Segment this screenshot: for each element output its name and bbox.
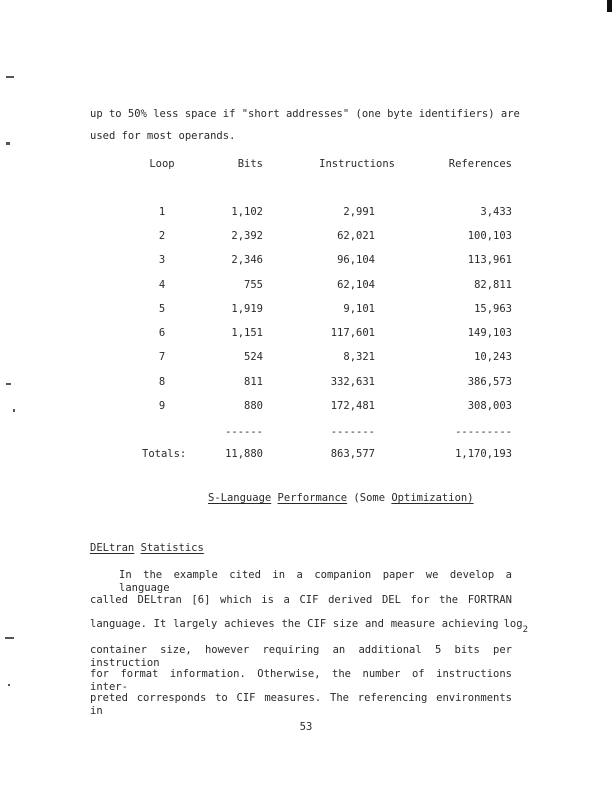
scan-speck	[5, 637, 14, 639]
total-bits: 11,880	[225, 448, 263, 460]
loop-cell: 9	[158, 400, 166, 412]
bits-cell: 524	[244, 351, 263, 363]
references-cell: 15,963	[474, 303, 512, 315]
instructions-cell: 62,104	[337, 279, 375, 291]
header-loop: Loop	[149, 158, 175, 170]
scan-speck	[13, 409, 15, 412]
section-heading	[90, 542, 204, 555]
scan-edge-mark	[607, 0, 612, 12]
total-instructions: 863,577	[330, 448, 375, 460]
instructions-cell: 117,601	[330, 327, 375, 339]
heading-word: DELtran	[90, 542, 135, 554]
loop-cell: 4	[158, 279, 166, 291]
bits-cell: 1,102	[231, 206, 263, 218]
heading-word: Statistics	[140, 542, 204, 554]
caption-word: Performance	[277, 492, 348, 504]
references-cell: 3,433	[480, 206, 512, 218]
references-cell: 113,961	[467, 254, 512, 266]
log-subscript: 2	[522, 625, 528, 636]
loop-cell: 6	[158, 327, 166, 339]
scan-speck	[6, 76, 14, 78]
scan-speck	[6, 383, 11, 385]
instructions-cell: 2,991	[343, 206, 375, 218]
instructions-cell: 332,631	[330, 376, 375, 388]
bits-cell: 811	[244, 376, 263, 388]
paragraph-line-1: In the example cited in a companion paper we develop a language	[119, 569, 512, 594]
references-cell: 82,811	[474, 279, 512, 291]
paragraph-line-2: called DELtran [6] which is a CIF derived DEL for the FORTRAN	[90, 594, 512, 606]
totals-label: Totals:	[142, 448, 187, 460]
loop-cell: 7	[158, 351, 166, 363]
intro-line-2: used for most operands.	[90, 130, 236, 142]
separator-references: ---------	[455, 426, 512, 438]
references-cell: 100,103	[467, 230, 512, 242]
table-caption	[208, 492, 474, 505]
references-cell: 149,103	[467, 327, 512, 339]
paragraph-line-4: container size, however requiring an additional 5 bits per instruction	[90, 644, 512, 669]
separator-instructions: -------	[330, 426, 375, 438]
caption-word: (Some	[353, 492, 386, 504]
bits-cell: 2,392	[231, 230, 263, 242]
bits-cell: 2,346	[231, 254, 263, 266]
instructions-cell: 96,104	[337, 254, 375, 266]
instructions-cell: 8,321	[343, 351, 375, 363]
caption-word: S-Language	[208, 492, 272, 504]
scan-speck	[6, 142, 10, 145]
references-cell: 308,003	[467, 400, 512, 412]
header-references: References	[448, 158, 512, 170]
loop-cell: 5	[158, 303, 166, 315]
loop-cell: 2	[158, 230, 166, 242]
intro-line-1: up to 50% less space if "short addresses" (one byte identifiers) are	[90, 108, 520, 120]
bits-cell: 1,919	[231, 303, 263, 315]
scan-speck	[8, 684, 10, 686]
header-bits: Bits	[237, 158, 263, 170]
header-instructions: Instructions	[319, 158, 395, 170]
log-term	[504, 618, 528, 635]
paragraph-line-3	[90, 618, 528, 635]
loop-cell: 1	[158, 206, 166, 218]
instructions-cell: 62,021	[337, 230, 375, 242]
paragraph-line-5: for format information. Otherwise, the number of instructions inter-	[90, 668, 512, 693]
loop-cell: 8	[158, 376, 166, 388]
page-number: 53	[299, 721, 313, 733]
separator-bits: ------	[225, 426, 263, 438]
log-word: log	[503, 618, 523, 630]
instructions-cell: 9,101	[343, 303, 375, 315]
references-cell: 10,243	[474, 351, 512, 363]
paragraph-line-6: preted corresponds to CIF measures. The referencing environments in	[90, 692, 512, 717]
loop-cell: 3	[158, 254, 166, 266]
references-cell: 386,573	[467, 376, 512, 388]
line-text: language. It largely achieves the CIF size and measure achieving	[90, 618, 499, 630]
caption-word: Optimization)	[391, 492, 474, 504]
bits-cell: 755	[244, 279, 263, 291]
bits-cell: 1,151	[231, 327, 263, 339]
bits-cell: 880	[244, 400, 263, 412]
total-references: 1,170,193	[455, 448, 512, 460]
instructions-cell: 172,481	[330, 400, 375, 412]
